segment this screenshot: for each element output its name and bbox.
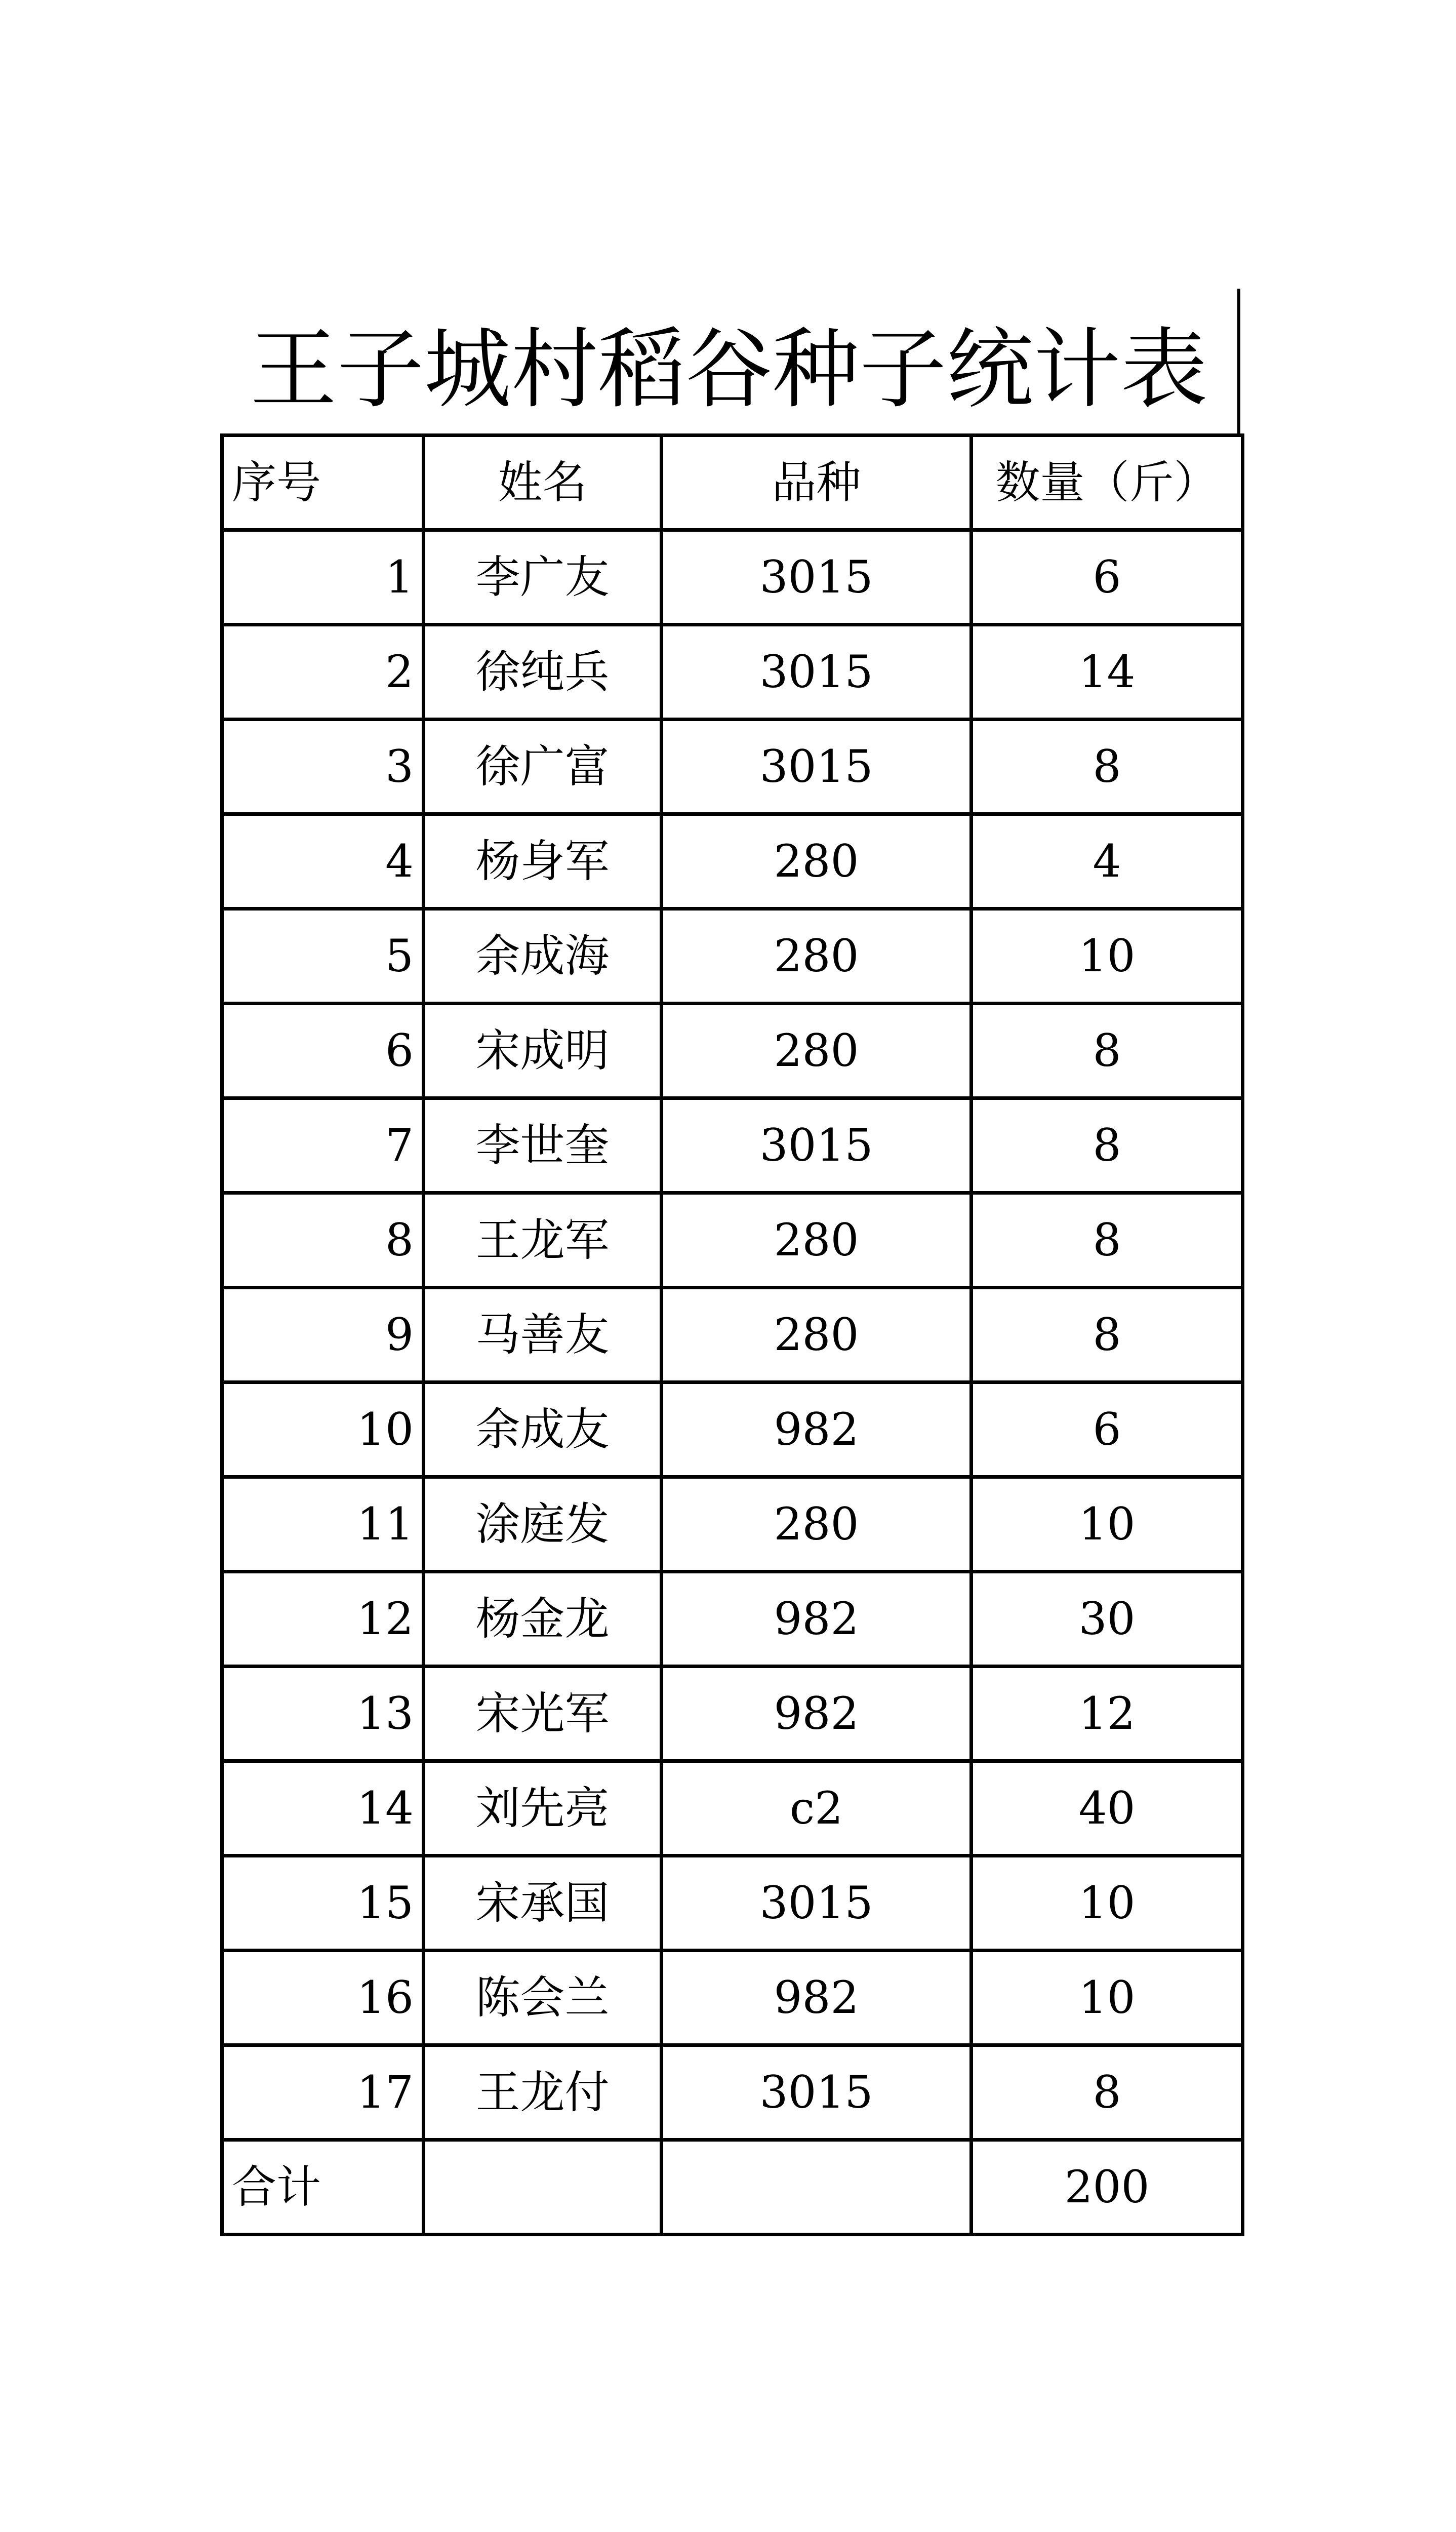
row-quantity: 8 [972,1288,1243,1382]
row-name: 余成友 [424,1382,662,1477]
row-variety: 3015 [662,720,972,814]
row-number: 17 [222,2045,424,2140]
row-number: 3 [222,720,424,814]
row-quantity: 10 [972,1856,1243,1951]
row-number: 7 [222,1098,424,1193]
row-variety: 3015 [662,1856,972,1951]
row-variety: 280 [662,909,972,1004]
row-quantity: 10 [972,1477,1243,1572]
row-name: 陈会兰 [424,1951,662,2045]
header-no: 序号 [222,436,424,530]
table-row [222,1288,1243,1382]
total-row [222,2140,1243,2235]
table-row [222,2045,1243,2140]
row-number: 8 [222,1193,424,1288]
row-variety: 280 [662,1193,972,1288]
row-number: 6 [222,1004,424,1098]
row-variety: 3015 [662,1098,972,1193]
row-quantity: 8 [972,2045,1243,2140]
row-number: 11 [222,1477,424,1572]
row-variety: 982 [662,1382,972,1477]
table-body [222,436,1243,2235]
row-number: 12 [222,1572,424,1667]
header-quantity: 数量（斤） [972,436,1243,530]
table-row [222,625,1243,720]
row-name: 宋光军 [424,1667,662,1761]
row-variety: 280 [662,814,972,909]
total-label: 合计 [222,2140,424,2235]
row-variety: 3015 [662,2045,972,2140]
row-variety: 982 [662,1667,972,1761]
row-quantity: 30 [972,1572,1243,1667]
header-row [222,436,1243,530]
row-quantity: 6 [972,1382,1243,1477]
row-quantity: 8 [972,1193,1243,1288]
row-name: 刘先亮 [424,1761,662,1856]
row-quantity: 8 [972,1098,1243,1193]
table-row [222,1004,1243,1098]
row-variety: 982 [662,1951,972,2045]
header-variety: 品种 [662,436,972,530]
row-variety: 982 [662,1572,972,1667]
header-name: 姓名 [424,436,662,530]
row-quantity: 8 [972,1004,1243,1098]
row-name: 马善友 [424,1288,662,1382]
row-number: 10 [222,1382,424,1477]
table-row [222,1382,1243,1477]
row-variety: 3015 [662,625,972,720]
row-quantity: 10 [972,909,1243,1004]
row-variety: 280 [662,1288,972,1382]
table-row [222,1761,1243,1856]
row-number: 5 [222,909,424,1004]
row-number: 13 [222,1667,424,1761]
row-number: 2 [222,625,424,720]
total-variety [662,2140,972,2235]
row-quantity: 10 [972,1951,1243,2045]
row-variety: 280 [662,1477,972,1572]
row-number: 1 [222,530,424,625]
table-row [222,909,1243,1004]
table-row [222,814,1243,909]
row-variety: 3015 [662,530,972,625]
row-variety: c2 [662,1761,972,1856]
seed-table [220,433,1244,2236]
page-break-line [1237,289,1240,436]
table-row [222,1572,1243,1667]
row-number: 4 [222,814,424,909]
row-name: 宋成明 [424,1004,662,1098]
row-name: 王龙军 [424,1193,662,1288]
total-name [424,2140,662,2235]
row-name: 涂庭发 [424,1477,662,1572]
row-quantity: 8 [972,720,1243,814]
row-number: 9 [222,1288,424,1382]
table-row [222,1951,1243,2045]
row-number: 15 [222,1856,424,1951]
row-quantity: 6 [972,530,1243,625]
row-quantity: 4 [972,814,1243,909]
row-name: 宋承国 [424,1856,662,1951]
row-name: 王龙付 [424,2045,662,2140]
row-quantity: 12 [972,1667,1243,1761]
row-quantity: 40 [972,1761,1243,1856]
sheet-title: 王子城村稻谷种子统计表 [250,319,1208,420]
row-name: 徐纯兵 [424,625,662,720]
row-name: 杨金龙 [424,1572,662,1667]
table-row [222,1667,1243,1761]
table-row [222,1856,1243,1951]
row-number: 16 [222,1951,424,2045]
total-quantity: 200 [972,2140,1243,2235]
row-name: 李世奎 [424,1098,662,1193]
row-name: 徐广富 [424,720,662,814]
row-name: 李广友 [424,530,662,625]
row-name: 杨身军 [424,814,662,909]
table-row [222,530,1243,625]
table-row [222,1098,1243,1193]
table-row [222,1193,1243,1288]
row-variety: 280 [662,1004,972,1098]
row-quantity: 14 [972,625,1243,720]
table-row [222,1477,1243,1572]
table-row [222,720,1243,814]
row-number: 14 [222,1761,424,1856]
row-name: 余成海 [424,909,662,1004]
